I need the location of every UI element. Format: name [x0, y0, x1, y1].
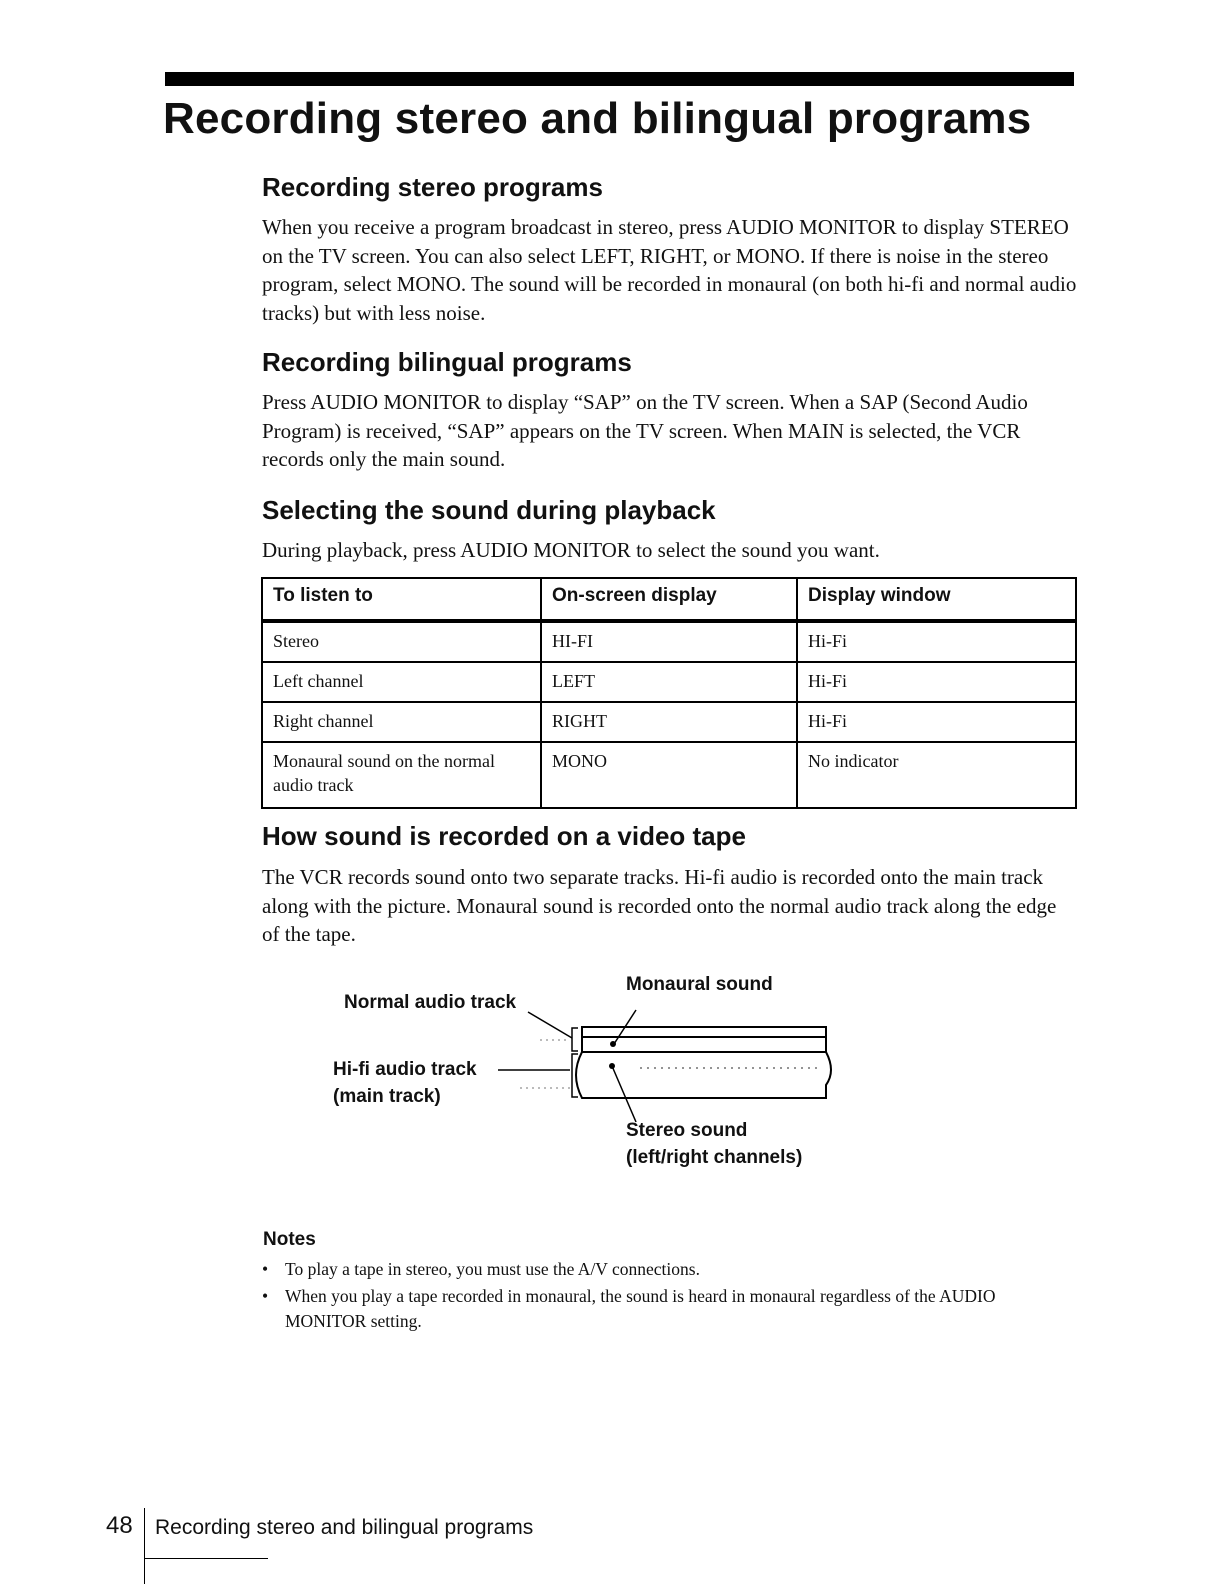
- stereo-arrow-head: [609, 1063, 615, 1069]
- table-cell: Stereo: [262, 621, 541, 662]
- notes-title: Notes: [263, 1229, 316, 1250]
- table-cell: Left channel: [262, 662, 541, 702]
- footer-horizontal-rule: [144, 1558, 268, 1559]
- monaural-arrow-head: [610, 1041, 616, 1047]
- footer-vertical-rule: [144, 1508, 145, 1584]
- table-cell: Hi-Fi: [797, 662, 1076, 702]
- table-cell: Hi-Fi: [797, 621, 1076, 662]
- heading-recording-stereo: Recording stereo programs: [262, 172, 603, 202]
- table-cell: RIGHT: [541, 702, 797, 742]
- table-cell: Monaural sound on the normal audio track: [262, 742, 541, 808]
- table-cell: MONO: [541, 742, 797, 808]
- table-cell: HI-FI: [541, 621, 797, 662]
- list-item: [262, 1284, 1077, 1334]
- heading-how-sound-recorded: How sound is recorded on a video tape: [262, 821, 746, 851]
- label-main-track: (main track): [333, 1086, 441, 1107]
- note-text: To play a tape in stereo, you must use the A/V connections.: [285, 1259, 700, 1279]
- page-number: 48: [106, 1512, 133, 1539]
- notes-list: [262, 1257, 1077, 1336]
- note-text: When you play a tape recorded in monaural, the sound is heard in monaural regardless of the AUDIO MONITOR setting.: [285, 1286, 996, 1331]
- table-cell: LEFT: [541, 662, 797, 702]
- label-stereo-sound: Stereo sound: [626, 1120, 748, 1141]
- label-left-right-channels: (left/right channels): [626, 1147, 803, 1168]
- label-normal-audio-track: Normal audio track: [344, 992, 517, 1013]
- heading-recording-bilingual: Recording bilingual programs: [262, 347, 632, 377]
- page-title: Recording stereo and bilingual programs: [163, 94, 1032, 143]
- bullet-marker: •: [262, 1259, 269, 1279]
- paragraph-recording-bilingual: Press AUDIO MONITOR to display “SAP” on the TV screen. When a SAP (Second Audio Program) is received, “SAP” appears on the TV screen. When MAIN is selected, the VCR records only the main sound.: [262, 390, 1028, 471]
- table-cell: Right channel: [262, 702, 541, 742]
- column-header-window: Display window: [797, 578, 1076, 621]
- heading-selecting-sound: Selecting the sound during playback: [262, 495, 716, 525]
- label-monaural-sound: Monaural sound: [626, 974, 773, 995]
- list-item: [262, 1257, 1077, 1282]
- bullet-marker: •: [262, 1286, 269, 1306]
- label-hifi-audio-track: Hi-fi audio track: [333, 1059, 477, 1080]
- table-cell: No indicator: [797, 742, 1076, 808]
- column-header-onscreen: On-screen display: [541, 578, 797, 621]
- normal-track-arrow: [528, 1012, 572, 1038]
- stereo-arrow: [612, 1066, 636, 1122]
- table-cell: Hi-Fi: [797, 702, 1076, 742]
- paragraph-how-sound-recorded: The VCR records sound onto two separate tracks. Hi-fi audio is recorded onto the main track along with the picture. Monaural sound is recorded onto the normal audio track along the edge of the tape.: [262, 865, 1057, 946]
- footer-section-title: Recording stereo and bilingual programs: [155, 1516, 534, 1539]
- paragraph-recording-stereo: When you receive a program broadcast in stereo, press AUDIO MONITOR to display STEREO on the TV screen. You can also select LEFT, RIGHT, or MONO. If there is noise in the stereo program, select MONO. The sound will be recorded in monaural (on both hi-fi and normal audio tracks) but with less noise.: [262, 215, 1077, 325]
- paragraph-selecting-sound: During playback, press AUDIO MONITOR to select the sound you want.: [262, 538, 880, 562]
- column-header-listen: To listen to: [262, 578, 541, 621]
- normal-track-bracket: [572, 1028, 578, 1051]
